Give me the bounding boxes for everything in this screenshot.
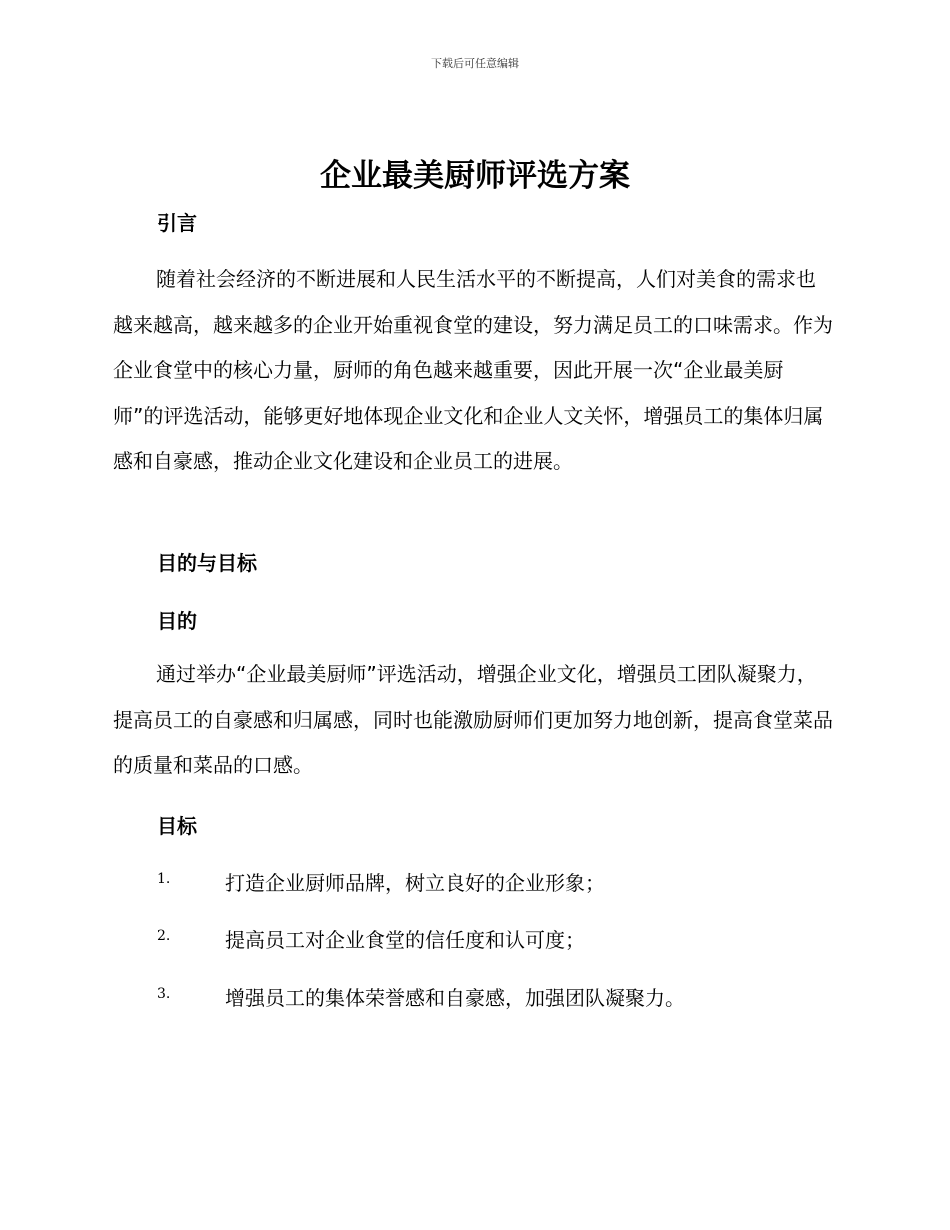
list-item-text: 打造企业厨师品牌，树立良好的企业形象； <box>225 871 605 895</box>
list-item-number: 2. <box>157 928 171 944</box>
purpose-heading: 目的 <box>157 609 197 633</box>
document-title: 企业最美厨师评选方案 <box>320 158 630 194</box>
list-item-number: 1. <box>157 871 171 887</box>
list-item-number: 3. <box>157 986 171 1002</box>
goal-heading: 目标 <box>157 814 197 838</box>
intro-paragraph: 随着社会经济的不断进展和人民生活水平的不断提高，人们对美食的需求也越来越高，越来越多的企业开始重视食堂的建设，努力满足员工的口味需求。作为企业食堂中的核心力量，厨师的角色越来越重要，因此开展一次“企业最美厨师”的评选活动，能够更好地体现企业文化和企业人文关怀，增强员工的集体归属感和自豪感，推动企业文化建设和企业员工的进展。 <box>113 267 833 473</box>
list-item-text: 提高员工对企业食堂的信任度和认可度； <box>225 928 585 952</box>
purpose-paragraph: 通过举办“企业最美厨师”评选活动，增强企业文化，增强员工团队凝聚力，提高员工的自豪感和归属感，同时也能激励厨师们更加努力地创新，提高食堂菜品的质量和菜品的口感。 <box>113 662 833 777</box>
intro-heading: 引言 <box>157 211 197 235</box>
list-item-text: 增强员工的集体荣誉感和自豪感，加强团队凝聚力。 <box>225 986 685 1010</box>
header-note: 下载后可任意编辑 <box>431 57 519 70</box>
purpose-goal-heading: 目的与目标 <box>157 551 257 575</box>
